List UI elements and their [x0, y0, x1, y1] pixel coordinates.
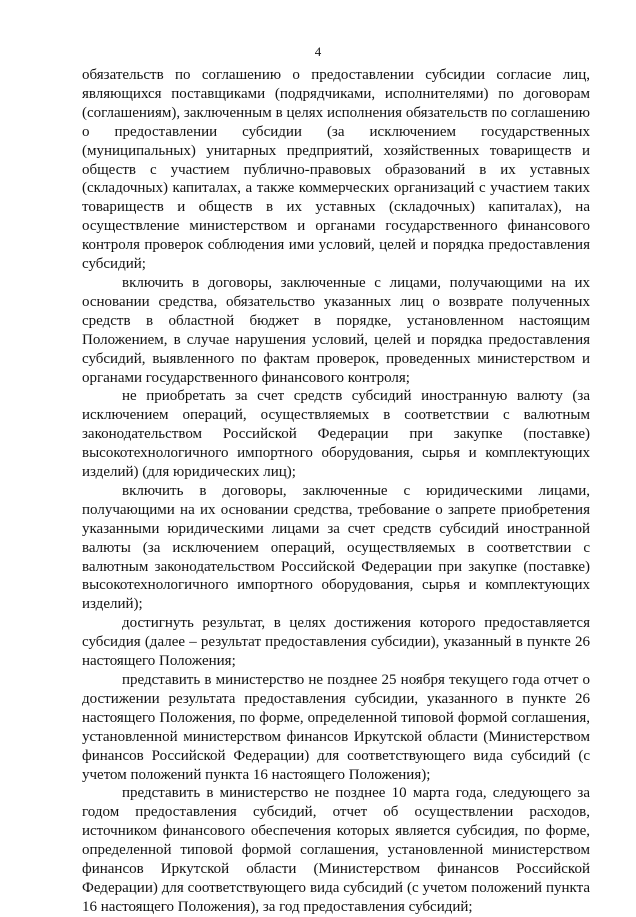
paragraph-result-report: представить в министерство не позднее 25 ноября текущего года отчет о достижении результата предоставления субсидии, указанного в пункте 26 настоящего Положения, по форме, определенной типовой формой соглашения, установленной министерством финансов Иркутской области (Министерством финансов Российской Федерации) для соответствующего вида субсидий (с учетом положений пункта 16 настоящего Положения); — [82, 672, 590, 783]
paragraph-expense-report: представить в министерство не позднее 10 марта года, следующего за годом предоставления субсидий, отчет об осуществлении расходов, источником финансового обеспечения которых является субсидия, по форме, определенной типовой формой соглашения, установленной министерством финансов Иркутской области (Министерством финансов Российской Федерации) для соответствующего вида субсидий (с учетом положений пункта 16 настоящего Положения), за год предоставления субсидий; — [82, 785, 590, 915]
paragraph-no-foreign-currency: не приобретать за счет средств субсидий иностранную валюту (за исключением операций, осуществляемых в соответствии с валютным законодательством Российской Федерации при закупке (поставке) высокотехнологичного импортного оборудования, сырья и комплектующих изделий) (для юридических лиц); — [82, 388, 590, 481]
paragraph-contracts-currency-ban: включить в договоры, заключенные с юридическими лицами, получающими на их основании средства, требование о запрете приобретения указанными юридическими лицами за счет средств субсидий иностранной валюты (за исключением операций, осуществляемых в соответствии с валютным законодательством Российской Федерации при закупке (поставке) высокотехнологичного импортного оборудования, сырья и комплектующих изделий); — [82, 482, 590, 613]
document-body — [82, 66, 590, 917]
paragraph-continuation: обязательств по соглашению о предоставлении субсидии согласие лиц, являющихся поставщиками (подрядчиками, исполнителями) по договорам (соглашениям), заключенным в целях исполнения обязательств по соглашению о предоставлении субсидии (за исключением государственных (муниципальных) унитарных предприятий, хозяйственных товариществ и обществ с участием публично-правовых образований в их уставных (складочных) капиталах, а также коммерческих организаций с участием таких товариществ и обществ в их уставных (складочных) капиталах), на осуществление министерством и органами государственного финансового контроля проверок соблюдения ими условий, целей и порядка предоставления субсидий; — [82, 67, 590, 273]
paragraph-achieve-result: достигнуть результат, в целях достижения которого предоставляется субсидия (далее – результат предоставления субсидии), указанный в пункте 26 настоящего Положения; — [82, 615, 590, 670]
paragraph-contracts-refund: включить в договоры, заключенные с лицами, получающими на их основании средства, обязательство указанных лиц о возврате полученных средств в областной бюджет в порядке, установленном настоящим Положением, в случае нарушения условий, целей и порядка предоставления субсидий, выявленного по фактам проверок, проведенных министерством и органами государственного финансового контроля; — [82, 274, 590, 386]
page-number: 4 — [314, 44, 322, 59]
